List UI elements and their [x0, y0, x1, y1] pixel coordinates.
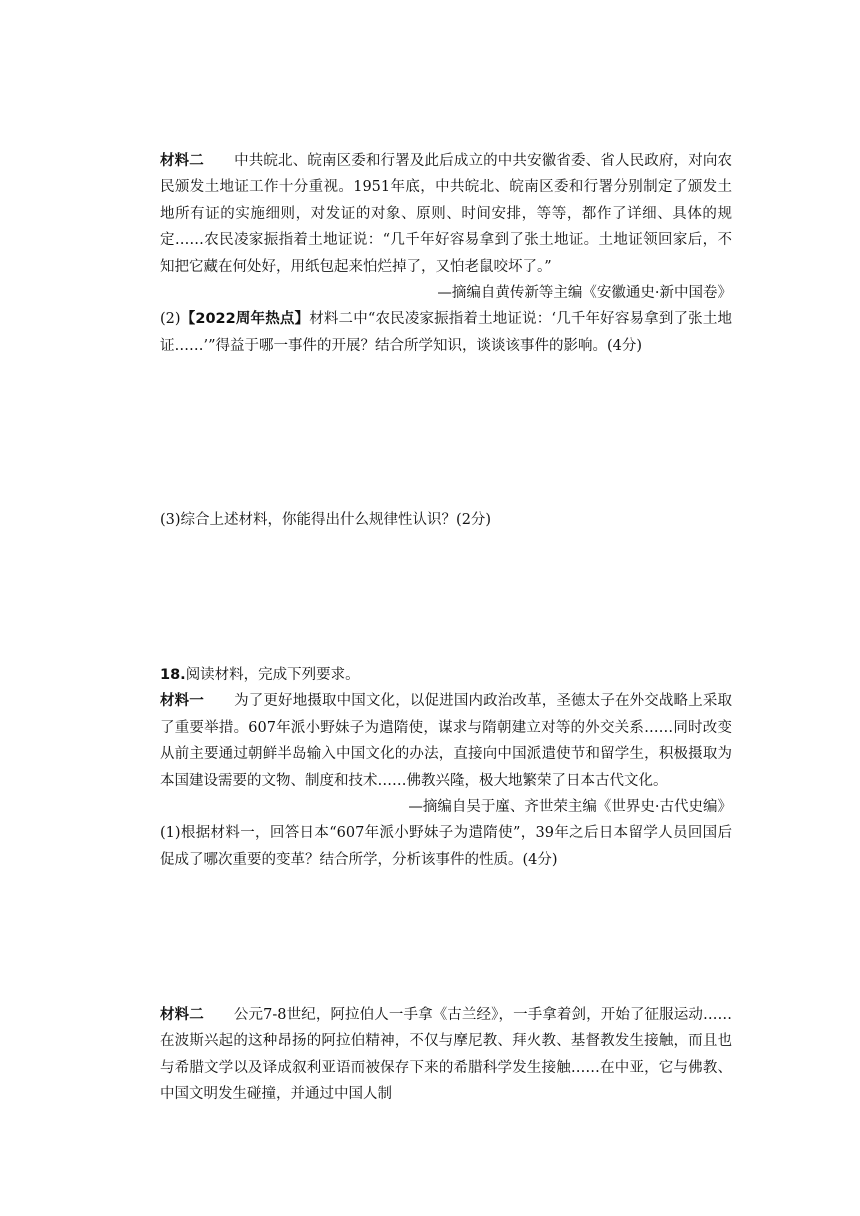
question-2-number: (2): [160, 311, 181, 328]
material-two-paragraph: [160, 148, 732, 280]
question-18-block: [160, 662, 732, 873]
material-source: —摘编自黄传新等主编《安徽通史·新中国卷》: [437, 285, 732, 302]
material-18-two-paragraph: [160, 1002, 732, 1108]
question-3-block: [160, 507, 732, 533]
material-18-two-block: [160, 1002, 732, 1108]
material-one-text: 为了更好地摄取中国文化，以促进国内政治改革，圣德太子在外交战略上采取了重要举措。607年派小野妹子为遣隋使，谋求与隋朝建立对等的外交关系……同时改变从前主要通过朝鲜半岛输入中国文化的办法，直接向中国派遣使节和留学生，积极摄取为本国建设需要的文物、制度和技术……佛教兴隆，极大地繁荣了日本古代文化。: [160, 693, 733, 789]
hot-topic-tag: 【2022周年热点】: [180, 311, 310, 328]
material-one-paragraph: [160, 688, 732, 794]
material-two-block: [160, 148, 732, 359]
material-18-two-text: 公元7-8世纪，阿拉伯人一手拿《古兰经》，一手拿着剑，开始了征服运动……在波斯兴起的这种昂扬的阿拉伯精神，不仅与摩尼教、拜火教、基督教发生接触，而且也与希腊文学以及译成叙利亚语而被保存下来的希腊科学发生接触……在中亚，它与佛教、中国文明发生碰撞，并通过中国人制: [160, 1007, 732, 1103]
material-one-source: —摘编自吴于廑、齐世荣主编《世界史·古代史编》: [408, 799, 732, 816]
material-one-label: 材料一: [160, 693, 204, 710]
question-3: (3)综合上述材料，你能得出什么规律性认识？(2分): [160, 512, 492, 528]
material-18-two-label: 材料二: [160, 1007, 204, 1023]
question-18-intro: 阅读材料，完成下列要求。: [185, 667, 360, 683]
question-2-text: 材料二中“农民凌家振指着土地证说：‘几千年好容易拿到了张土地证……’”得益于哪一事件的开展？结合所学知识，谈谈该事件的影响。(4分): [160, 311, 732, 354]
question-18-number: 18.: [160, 667, 186, 683]
material-label: 材料二: [160, 153, 204, 169]
material-text: 中共皖北、皖南区委和行署及此后成立的中共安徽省委、省人民政府，对向农民颁发土地证工作十分重视。1951年底，中共皖北、皖南区委和行署分别制定了颁发土地所有证的实施细则，对发证的对象、原则、时间安排，等等，都作了详细、具体的规定……农民凌家振指着土地证说：“几千年好容易拿到了张土地证。土地证领回家后，不知把它藏在何处好，用纸包起来怕烂掉了，又怕老鼠咬坏了。”: [160, 153, 733, 275]
question-18-1: (1)根据材料一，回答日本“607年派小野妹子为遣隋使”，39年之后日本留学人员回国后促成了哪次重要的变革？结合所学，分析该事件的性质。(4分): [160, 825, 732, 868]
question-18-intro-line: [160, 662, 732, 688]
question-2: [160, 306, 732, 359]
